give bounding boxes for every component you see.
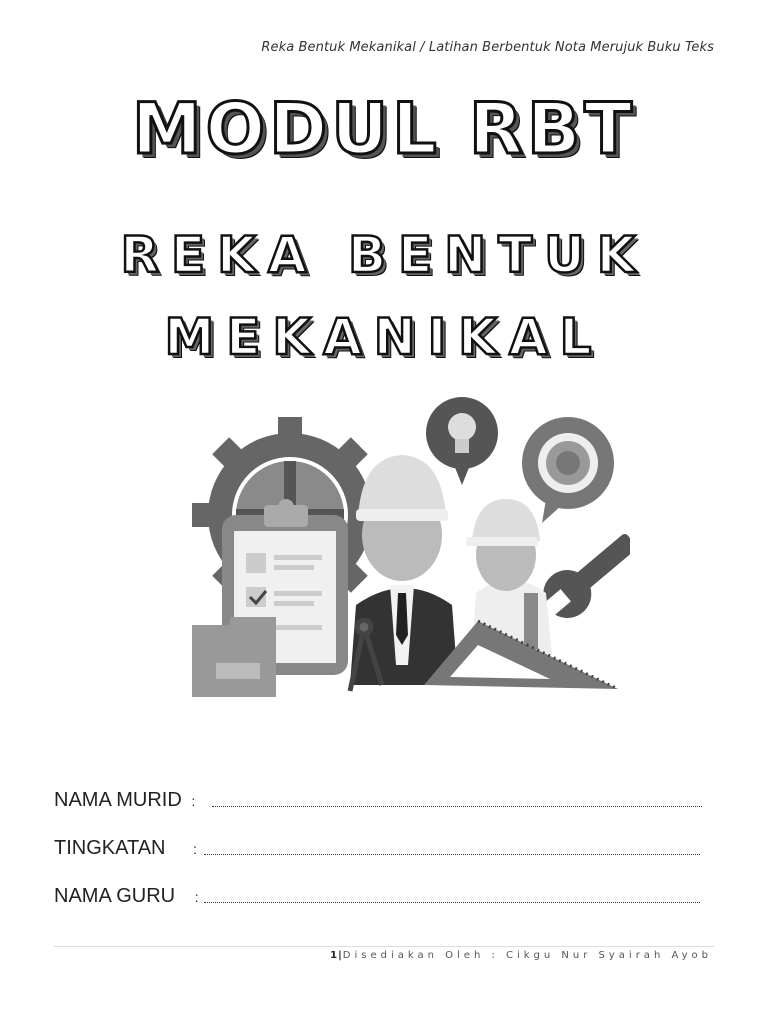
subject-title-line2: MEKANIKAL bbox=[164, 308, 604, 366]
form-level-line[interactable] bbox=[204, 854, 700, 855]
engineering-illustration bbox=[180, 395, 630, 705]
teacher-name-label: NAMA GURU bbox=[54, 885, 176, 907]
page-number: 1 bbox=[330, 950, 339, 961]
student-name-field bbox=[54, 789, 195, 812]
student-name-line[interactable] bbox=[212, 806, 702, 807]
form-level-label: TINGKATAN bbox=[54, 837, 166, 859]
student-name-colon: : bbox=[191, 793, 196, 809]
form-level-field bbox=[54, 837, 197, 860]
teacher-name-field bbox=[54, 885, 199, 908]
lightbulb-bubble-icon bbox=[426, 397, 498, 485]
footer-credit: Disediakan Oleh : Cikgu Nur Syairah Ayob bbox=[342, 950, 712, 961]
form-level-colon: : bbox=[193, 841, 197, 857]
teacher-name-colon: : bbox=[194, 889, 199, 905]
footer-separator: | bbox=[338, 950, 343, 961]
teacher-name-line[interactable] bbox=[204, 902, 700, 903]
engineer-suit-icon bbox=[350, 455, 458, 685]
subject-title-line1: REKA BENTUK bbox=[120, 226, 648, 284]
footer-divider bbox=[54, 946, 714, 947]
footer bbox=[330, 950, 712, 961]
student-name-label: NAMA MURID bbox=[54, 789, 182, 811]
gear-bubble-icon bbox=[522, 417, 614, 523]
module-title: MODUL RBT bbox=[131, 88, 637, 170]
folder-icon bbox=[192, 617, 276, 697]
header-note: Reka Bentuk Mekanikal / Latihan Berbentuk Nota Merujuk Buku Teks bbox=[261, 40, 714, 55]
